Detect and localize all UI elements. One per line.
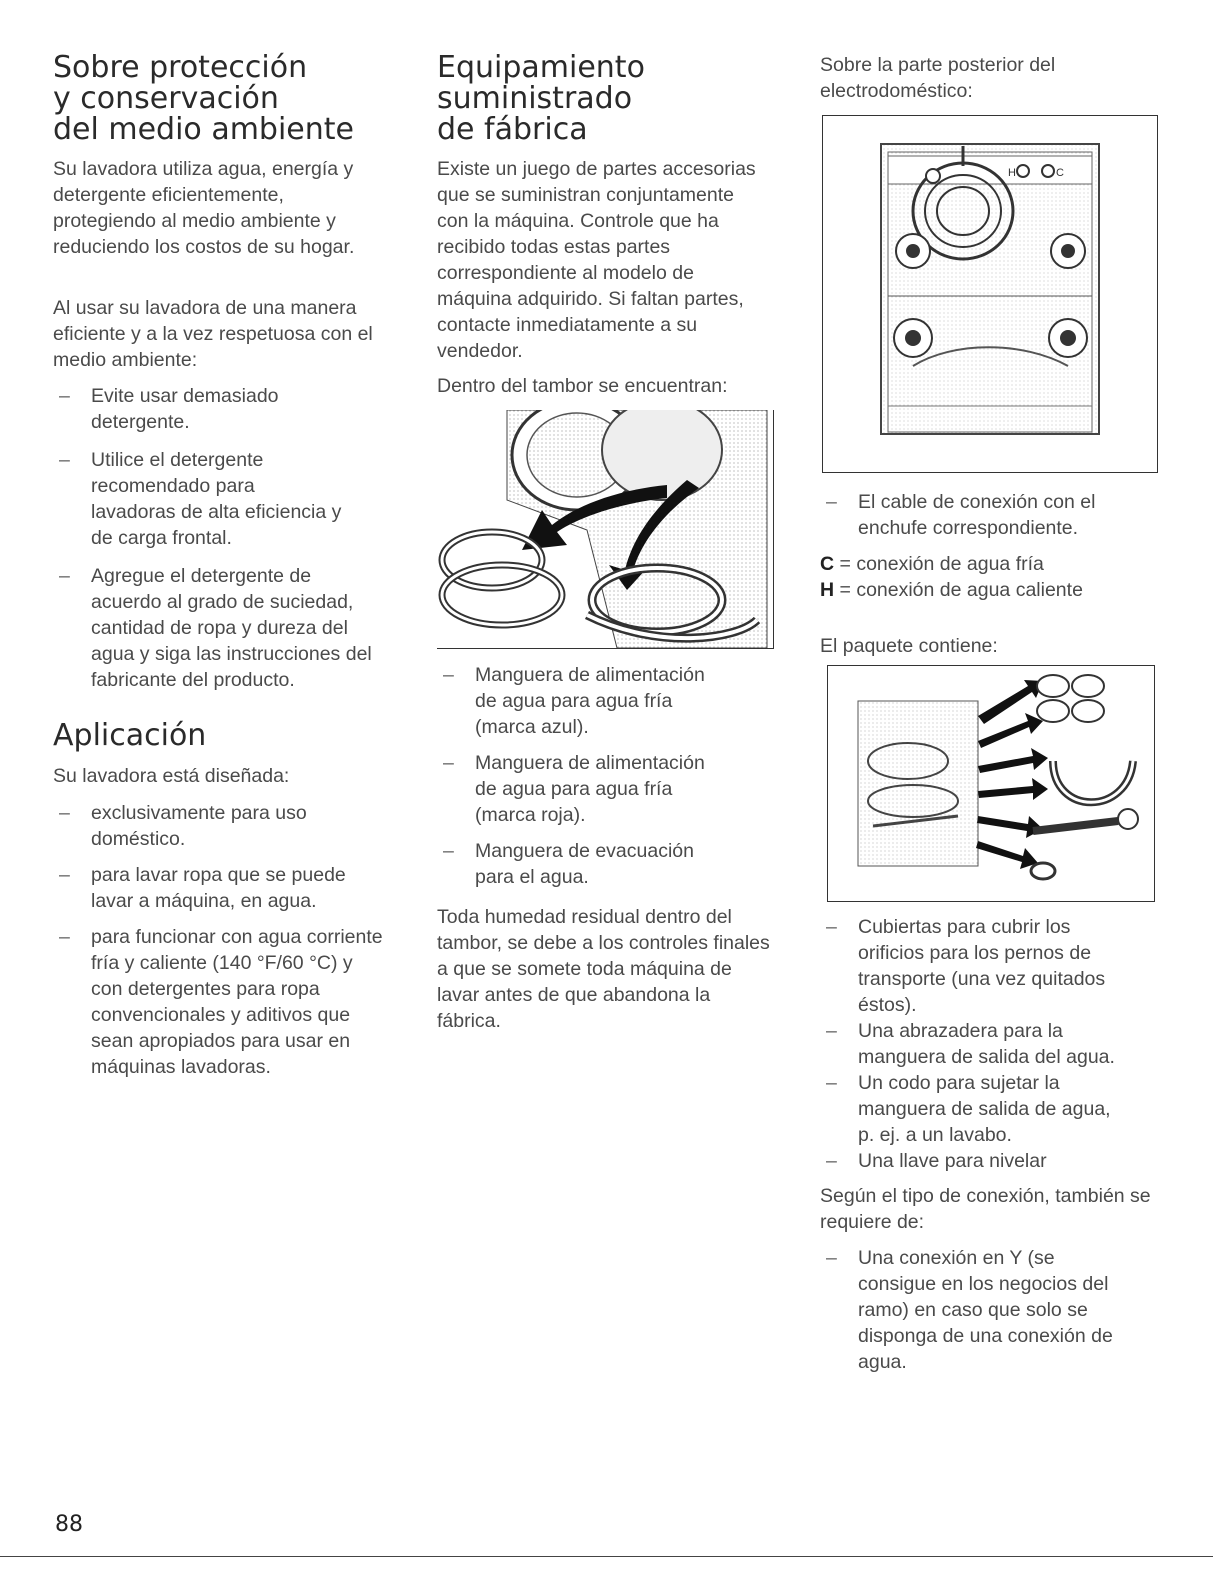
list-item: – exclusivamente para uso doméstico.: [53, 800, 383, 852]
list-item: – Agregue el detergente de acuerdo al grado de suciedad, cantidad de ropa y dureza del agua y siga las instrucciones del fabricante del producto.: [53, 563, 383, 693]
legend-hot-key: H: [820, 579, 835, 601]
list-item: – Manguera de evacuación para el agua.: [437, 838, 757, 890]
page-number: 88: [55, 1512, 83, 1537]
legend-hot: [820, 577, 1150, 603]
legend-hot-text: = conexión de agua caliente: [834, 579, 1083, 601]
list-item: – Manguera de alimentación de agua para agua fría (marca azul).: [437, 662, 757, 740]
back-panel-list: [820, 489, 1150, 541]
list-item: – Una abrazadera para la manguera de salida del agua.: [820, 1018, 1150, 1070]
hot-water-label: H: [1008, 167, 1016, 179]
drum-items-list: [437, 662, 757, 890]
heading-equipment: Equipamiento suministrado de fábrica: [437, 50, 645, 147]
list-item: – para lavar ropa que se puede lavar a máquina, en agua.: [53, 862, 383, 914]
back-panel-illustration: [823, 116, 1157, 472]
equipment-intro: Existe un juego de partes accesorias que se suministran conjuntamente con la máquina. Controle que ha recibido todas estas partes correspondiente al modelo de máquina adquirido. Si faltan partes, contacte inmediatamente a su vendedor.: [437, 158, 756, 362]
env-efficient-use: Al usar su lavadora de una manera eficiente y a la vez respetuosa con el medio ambiente:: [53, 297, 373, 371]
list-item: – Cubiertas para cubrir los orificios para los pernos de transporte (una vez quitados éstos).: [820, 914, 1150, 1018]
connection-requirement-list: [820, 1245, 1150, 1375]
drum-intro: Dentro del tambor se encuentran:: [437, 375, 728, 397]
connection-requirement-intro: Según el tipo de conexión, también se requiere de:: [820, 1185, 1151, 1233]
package-contents-list: [820, 914, 1150, 1174]
legend-cold-text: = conexión de agua fría: [834, 553, 1044, 575]
footer-rule: [0, 1556, 1213, 1557]
drum-hoses-figure: [437, 410, 774, 649]
back-panel-figure: [822, 115, 1158, 473]
list-item: – para funcionar con agua corriente fría y caliente (140 °F/60 °C) y con detergentes para ropa convencionales y aditivos que sean apropiados para usar en máquinas lavadoras.: [53, 924, 383, 1080]
list-item: – Utilice el detergente recomendado para lavadoras de alta eficiencia y de carga frontal.: [53, 447, 383, 551]
drum-hoses-illustration: [437, 410, 773, 648]
cold-water-label: C: [1056, 167, 1064, 179]
back-panel-intro: Sobre la parte posterior del electrodoméstico:: [820, 54, 1056, 102]
heading-environment: Sobre protección y conservación del medio ambiente: [53, 50, 354, 147]
water-connection-legend: [820, 551, 1150, 603]
application-intro: Su lavadora está diseñada:: [53, 765, 290, 787]
env-intro: Su lavadora utiliza agua, energía y detergente eficientemente, protegiendo al medio ambiente y reduciendo los costos de su hogar.: [53, 158, 355, 258]
package-intro: El paquete contiene:: [820, 635, 998, 657]
eco-tips-list: [53, 383, 383, 693]
list-item: – El cable de conexión con el enchufe correspondiente.: [820, 489, 1150, 541]
heading-application: Aplicación: [53, 718, 207, 753]
residual-moisture-note: Toda humedad residual dentro del tambor, se debe a los controles finales a que se somete toda máquina de lavar antes de que abandona la fábrica.: [437, 906, 770, 1032]
list-item: – Un codo para sujetar la manguera de salida de agua, p. ej. a un lavabo.: [820, 1070, 1150, 1148]
list-item: – Una conexión en Y (se consigue en los negocios del ramo) en caso que solo se disponga de una conexión de agua.: [820, 1245, 1150, 1375]
list-item: – Una llave para nivelar: [820, 1148, 1150, 1174]
package-contents-figure: [827, 665, 1155, 902]
list-item: – Evite usar demasiado detergente.: [53, 383, 383, 435]
package-contents-illustration: [828, 666, 1154, 901]
legend-cold: [820, 551, 1150, 577]
application-list: [53, 800, 383, 1080]
legend-cold-key: C: [820, 553, 835, 575]
list-item: – Manguera de alimentación de agua para agua fría (marca roja).: [437, 750, 757, 828]
